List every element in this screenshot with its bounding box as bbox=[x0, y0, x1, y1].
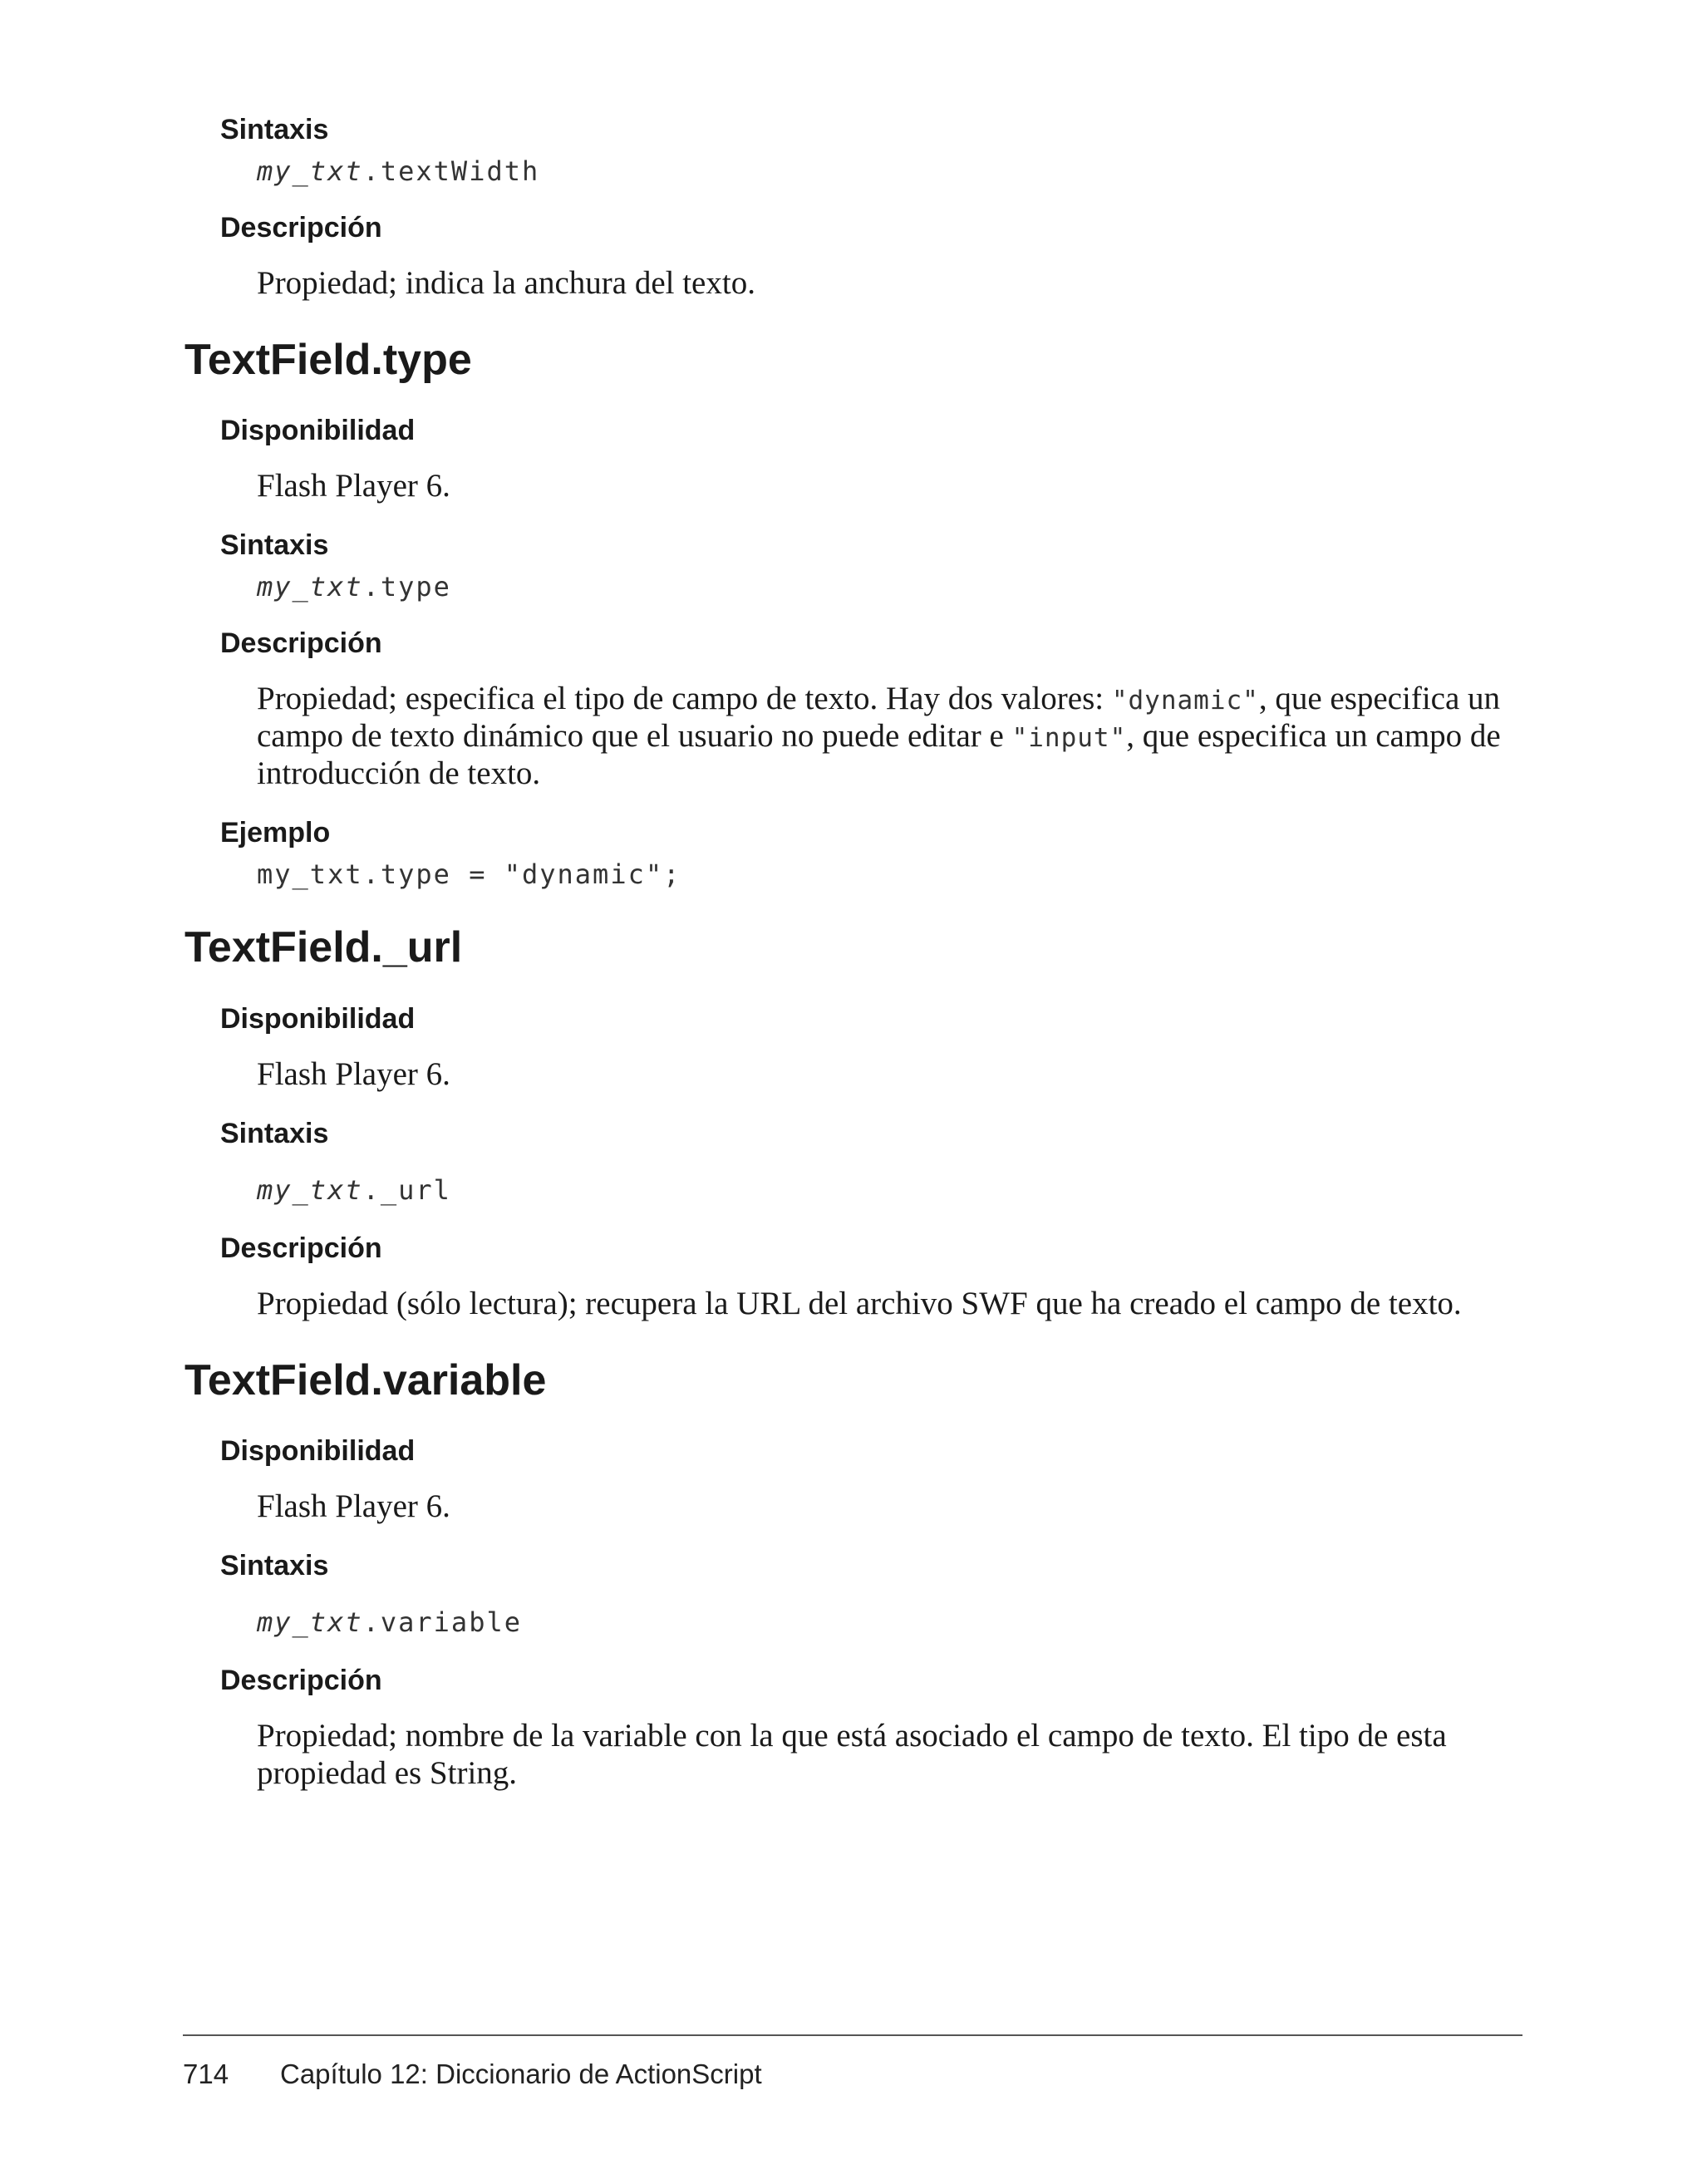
syntax-label: Sintaxis bbox=[220, 529, 329, 561]
description-text: Propiedad; indica la anchura del texto. bbox=[257, 265, 755, 301]
syntax-object: my_txt bbox=[257, 155, 363, 187]
example-code: my_txt.type = "dynamic"; bbox=[257, 858, 681, 890]
chapter-title: Capítulo 12: Diccionario de ActionScript bbox=[280, 2059, 762, 2089]
syntax-code bbox=[257, 570, 451, 603]
description-line: Propiedad; nombre de la variable con la que está asociado el campo de texto. El tipo de esta bbox=[257, 1718, 1447, 1754]
description-text: , que especifica un campo de bbox=[1126, 718, 1501, 754]
description-label: Descripción bbox=[220, 627, 382, 659]
description-label: Descripción bbox=[220, 1665, 382, 1696]
syntax-code bbox=[257, 1173, 451, 1207]
section-title-url: TextField._url bbox=[184, 923, 463, 971]
description-line: propiedad es String. bbox=[257, 1755, 518, 1791]
description-text: campo de texto dinámico que el usuario no puede editar e bbox=[257, 718, 1012, 754]
availability-text: Flash Player 6. bbox=[257, 1488, 450, 1524]
description-label: Descripción bbox=[220, 212, 382, 243]
syntax-object: my_txt bbox=[257, 571, 363, 603]
description-label: Descripción bbox=[220, 1232, 382, 1264]
availability-text: Flash Player 6. bbox=[257, 468, 450, 504]
syntax-object: my_txt bbox=[257, 1606, 363, 1638]
description-text: Propiedad; especifica el tipo de campo de texto. Hay dos valores: bbox=[257, 681, 1112, 716]
description-text: , que especifica un bbox=[1258, 681, 1501, 716]
inline-code: "input" bbox=[1011, 723, 1127, 753]
description-line bbox=[257, 717, 1528, 757]
syntax-object: my_txt bbox=[257, 1174, 363, 1206]
footer-divider bbox=[183, 2034, 1522, 2036]
syntax-property: .variable bbox=[362, 1606, 522, 1638]
syntax-code bbox=[257, 155, 539, 188]
example-label: Ejemplo bbox=[220, 817, 331, 849]
description-text: Propiedad (sólo lectura); recupera la URL del archivo SWF que ha creado el campo de texto. bbox=[257, 1286, 1462, 1321]
page-number: 714 bbox=[183, 2059, 229, 2089]
description-line bbox=[257, 680, 1528, 720]
syntax-property: .type bbox=[362, 571, 451, 603]
syntax-label: Sintaxis bbox=[220, 1550, 329, 1581]
syntax-label: Sintaxis bbox=[220, 1118, 329, 1149]
description-line: introducción de texto. bbox=[257, 755, 541, 791]
availability-text: Flash Player 6. bbox=[257, 1056, 450, 1092]
availability-label: Disponibilidad bbox=[220, 415, 416, 446]
section-title-variable: TextField.variable bbox=[184, 1356, 547, 1404]
inline-code: "dynamic" bbox=[1111, 686, 1259, 716]
syntax-property: .textWidth bbox=[362, 155, 540, 187]
availability-label: Disponibilidad bbox=[220, 1435, 416, 1467]
syntax-code bbox=[257, 1606, 522, 1639]
syntax-property: ._url bbox=[362, 1174, 451, 1206]
availability-label: Disponibilidad bbox=[220, 1003, 416, 1035]
section-title-type: TextField.type bbox=[184, 336, 472, 384]
syntax-label: Sintaxis bbox=[220, 114, 329, 145]
